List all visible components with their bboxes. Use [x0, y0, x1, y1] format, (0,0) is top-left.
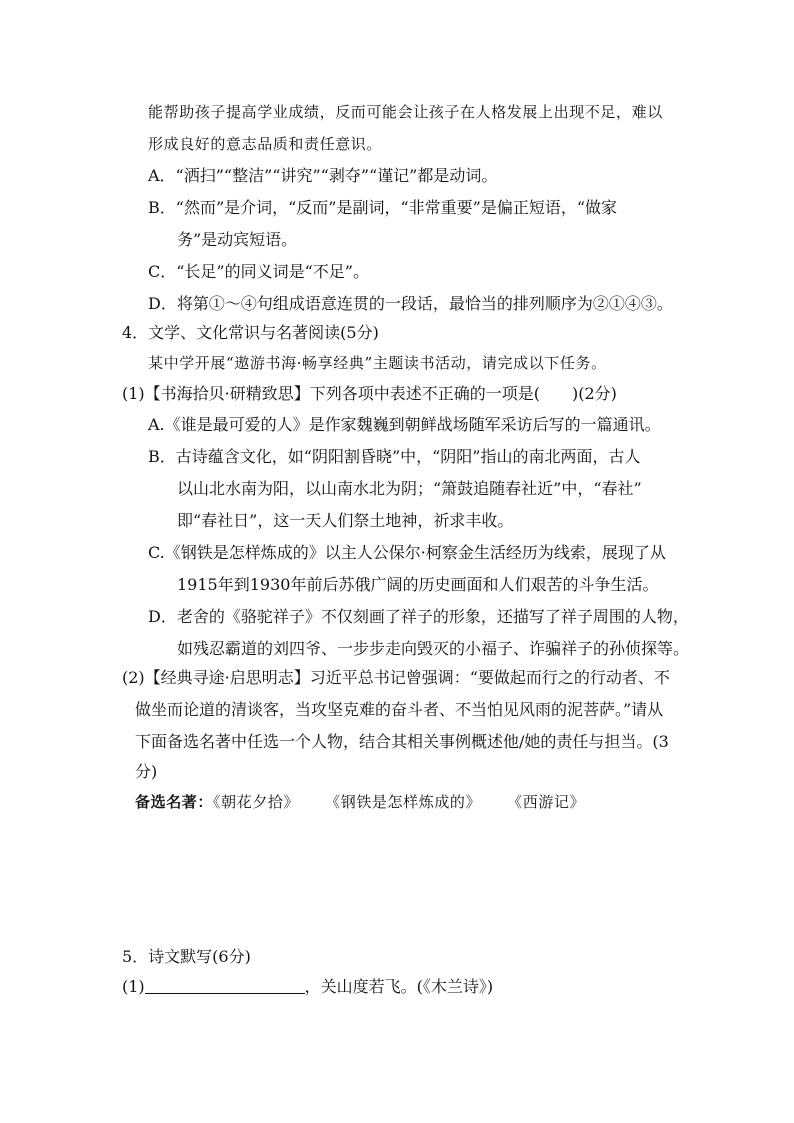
q4-sub1-option-a: A.《谁是最可爱的人》是作家魏巍到朝鲜战场随军采访后写的一篇通讯。: [148, 415, 661, 434]
book-list-label: 备选名著：: [135, 793, 214, 811]
q4-book-list: [135, 791, 585, 813]
q4-sub2-line-4: 分): [135, 762, 158, 781]
q4-sub1-option-b-line-3: 即“春社日”，这一天人们祭土地神，祈求丰收。: [177, 511, 514, 530]
q4-intro: 某中学开展“遨游书海·畅享经典”主题读书活动，请完成以下任务。: [148, 354, 607, 372]
q4-title: 4．文学、文化常识与名著阅读(5分): [122, 323, 379, 342]
q3-text-line-1: 能帮助孩子提高学业成绩，反而可能会让孩子在人格发展上出现不足，难以: [148, 103, 663, 121]
q4-sub1-option-c-line-2: 1915年到1930年前后苏俄广阔的历史画面和人们艰苦的斗争生活。: [177, 575, 659, 594]
q4-sub2-line-1: (2)【经典寻途·启思明志】习近平总书记曾强调：“要做起而行之的行动者、不: [122, 668, 670, 687]
book-option-2: 《钢铁是怎样炼成的》: [325, 793, 482, 811]
q3-option-b-line-2: 务”是动宾短语。: [177, 230, 298, 249]
q5-item-1-number: (1): [122, 977, 145, 996]
q4-sub2-line-3: 下面备选名著中任选一个人物，结合其相关事例概述他/她的责任与担当。(3: [135, 732, 669, 751]
q4-sub1-stem: (1)【书海拾贝·研精致思】下列各项中表述不正确的一项是( )(2分): [122, 384, 617, 403]
q4-sub1-option-b-line-2: 以山北水南为阳，以山南水北为阴；“箫鼓追随春社近”中，“春社”: [177, 479, 642, 498]
q5-item-1: [122, 976, 493, 998]
q3-text-line-2: 形成良好的意志品质和责任意识。: [148, 135, 383, 153]
q4-sub1-option-c-line-1: C.《钢铁是怎样炼成的》以主人公保尔·柯察金生活经历为线索，展现了从: [148, 543, 666, 562]
q5-item-1-text: ，关山度若飞。(《木兰诗》): [304, 977, 494, 996]
q4-sub1-option-d-line-1: D．老舍的《骆驼祥子》不仅刻画了祥子的形象，还描写了祥子周围的人物，: [148, 607, 689, 626]
q4-sub1-option-b-line-1: B．古诗蕴含文化，如“阴阳割昏晓”中，“阴阳”指山的南北两面，古人: [148, 447, 641, 466]
book-option-3: 《西游记》: [507, 793, 586, 811]
q3-option-b-line-1: B．“然而”是介词，“反而”是副词，“非常重要”是偏正短语，“做家: [148, 198, 618, 217]
q3-option-d: D．将第①～④句组成语意连贯的一段话，最恰当的排列顺序为②①④③。: [148, 294, 673, 313]
q3-option-c: C．“长足”的同义词是“不足”。: [148, 262, 369, 281]
answer-blank[interactable]: [145, 977, 305, 994]
q5-title: 5．诗文默写(6分): [122, 947, 251, 966]
q4-sub1-option-d-line-2: 如残忍霸道的刘四爷、一步步走向毁灭的小福子、诈骗祥子的孙侦探等。: [177, 639, 690, 658]
q3-option-a: A．“洒扫”“整洁”“讲究”“剥夺”“谨记”都是动词。: [148, 166, 498, 185]
q4-sub2-line-2: 做坐而论道的清谈客，当攻坚克难的奋斗者、不当怕见风雨的泥菩萨。”请从: [135, 700, 664, 719]
book-option-1: 《朝花夕拾》: [213, 793, 300, 811]
